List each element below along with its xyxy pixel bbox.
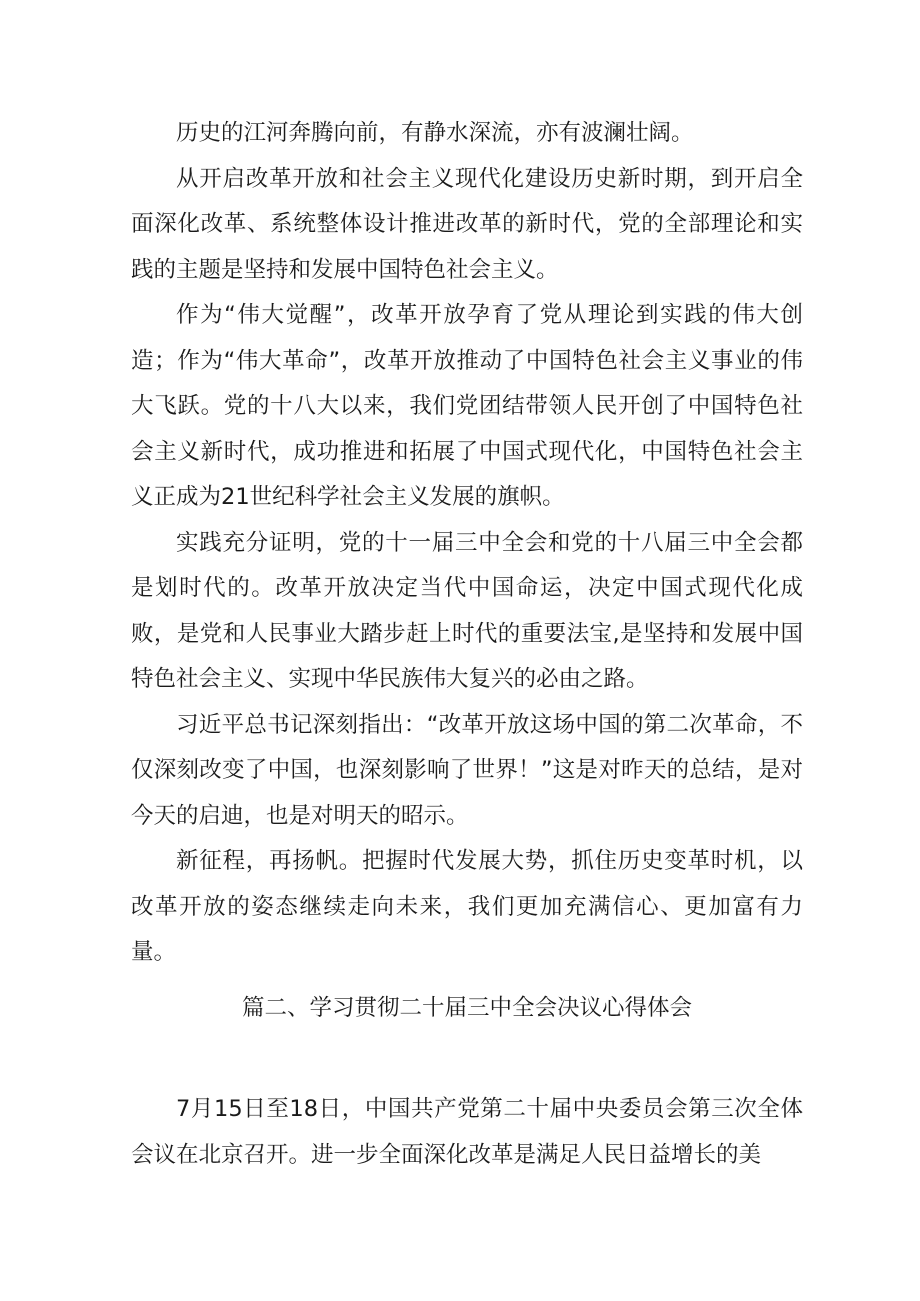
paragraph: 7月15日至18日，中国共产党第二十届中央委员会第三次全体会议在北京召开。进一步全面深化改革是满足人民日益增长的美 <box>131 1096 803 1168</box>
paragraph: 习近平总书记深刻指出：“改革开放这场中国的第二次革命，不仅深刻改变了中国，也深刻影响了世界！”这是对昨天的总结，是对今天的启迪，也是对明天的昭示。 <box>131 711 803 829</box>
paragraph: 历史的江河奔腾向前，有静水深流，亦有波澜壮阔。 <box>176 120 694 146</box>
body-text-section-two <box>131 1087 803 1178</box>
paragraph: 新征程，再扬帆。把握时代发展大势，抓住历史变革时机，以改革开放的姿态继续走向未来，我们更加充满信心、更加富有力量。 <box>131 848 803 965</box>
paragraph: 实践充分证明，党的十一届三中全会和党的十八届三中全会都是划时代的。改革开放决定当代中国命运，决定中国式现代化成败，是党和人民事业大踏步赶上时代的重要法宝,是坚持和发展中国特色社会主义、实现中华民族伟大复兴的必由之路。 <box>131 529 803 692</box>
paragraph: 从开启改革开放和社会主义现代化建设历史新时期，到开启全面深化改革、系统整体设计推进改革的新时代，党的全部理论和实践的主题是坚持和发展中国特色社会主义。 <box>131 165 803 283</box>
section-heading: 篇二、学习贯彻二十届三中全会决议心得体会 <box>241 995 692 1021</box>
paragraph: 作为“伟大觉醒”，改革开放孕育了党从理论到实践的伟大创造；作为“伟大革命”，改革开放推动了中国特色社会主义事业的伟大飞跃。党的十八大以来，我们党团结带领人民开创了中国特色社会主义新时代，成功推进和拓展了中国式现代化，中国特色社会主义正成为21世纪科学社会主义发展的旗帜。 <box>131 302 803 510</box>
body-text-section-one <box>131 111 803 976</box>
